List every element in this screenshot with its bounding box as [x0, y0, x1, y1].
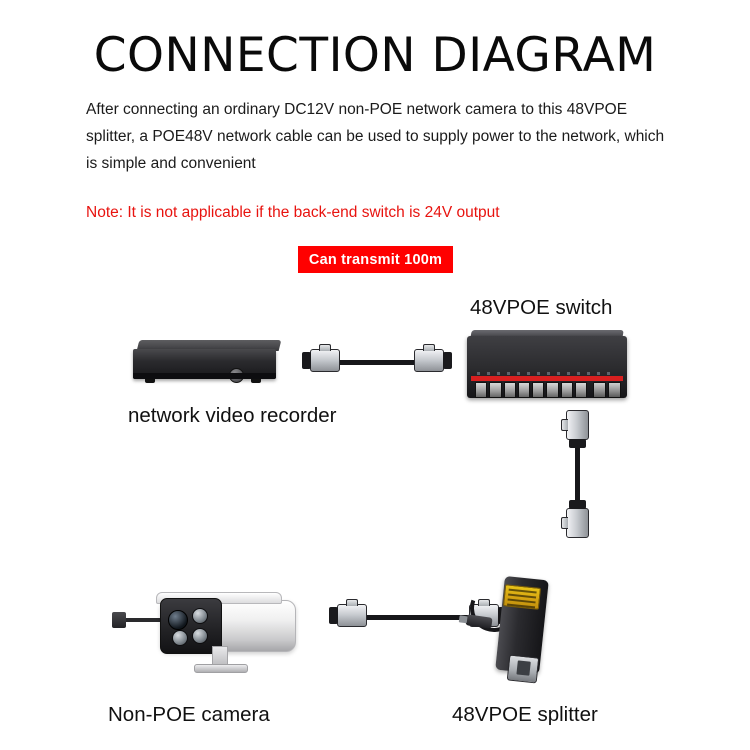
- switch-uplink-port: [593, 382, 606, 398]
- rj45-connector-icon: [566, 508, 589, 538]
- rj45-connector-icon: [337, 604, 367, 627]
- switch-led-row: [477, 372, 617, 375]
- switch-port: [532, 382, 544, 398]
- intro-paragraph: After connecting an ordinary DC12V non-POE network camera to this 48VPOE splitter, a POE48V network cable can be used to supply power to the network, which is simple and convenient: [86, 101, 665, 172]
- nvr-foot-right: [251, 379, 261, 383]
- warning-note: Note: It is not applicable if the back-end switch is 24V output: [86, 204, 500, 221]
- switch-port: [546, 382, 558, 398]
- camera-tail-plug: [112, 612, 126, 628]
- switch-port: [561, 382, 573, 398]
- nvr-front-panel: [133, 349, 276, 379]
- switch-port: [475, 382, 487, 398]
- camera-lens-icon: [168, 610, 188, 630]
- camera-base: [194, 664, 248, 673]
- nvr-foot-left: [145, 379, 155, 383]
- switch-port: [518, 382, 530, 398]
- switch-red-stripe: [471, 376, 623, 381]
- switch-port: [504, 382, 516, 398]
- rj45-connector-icon: [566, 410, 589, 440]
- nvr-label: network video recorder: [128, 404, 337, 427]
- cable-switch-to-splitter: [560, 410, 596, 540]
- splitter-label-sticker: [503, 584, 541, 610]
- poe-splitter-device: [470, 556, 590, 676]
- camera-tail-cable: [120, 618, 164, 622]
- switch-port: [489, 382, 501, 398]
- camera-ir-led: [192, 608, 208, 624]
- nvr-knob-icon: [229, 368, 244, 383]
- switch-port: [575, 382, 587, 398]
- network-video-recorder-device: [133, 340, 280, 386]
- switch-port-block: [475, 382, 587, 398]
- switch-uplink-port: [608, 382, 621, 398]
- poe-switch-label: 48VPOE switch: [470, 296, 613, 319]
- switch-uplink-ports: [593, 382, 621, 398]
- camera-ir-led: [172, 630, 188, 646]
- nvr-led-row: [167, 373, 209, 376]
- non-poe-camera-device: [120, 578, 296, 674]
- rj45-connector-icon: [310, 349, 340, 372]
- poe-switch-device: [467, 330, 627, 404]
- splitter-rj45-jack: [507, 655, 540, 684]
- transmit-distance-badge: Can transmit 100m: [298, 246, 453, 273]
- switch-body: [467, 336, 627, 398]
- cable-nvr-to-switch: [310, 345, 444, 379]
- camera-ir-led: [192, 628, 208, 644]
- cable-wire: [336, 360, 420, 365]
- splitter-label: 48VPOE splitter: [452, 703, 598, 726]
- camera-label: Non-POE camera: [108, 703, 270, 726]
- rj45-connector-icon: [414, 349, 444, 372]
- page-title: CONNECTION DIAGRAM: [93, 28, 657, 83]
- splitter-dc-plug: [465, 614, 492, 629]
